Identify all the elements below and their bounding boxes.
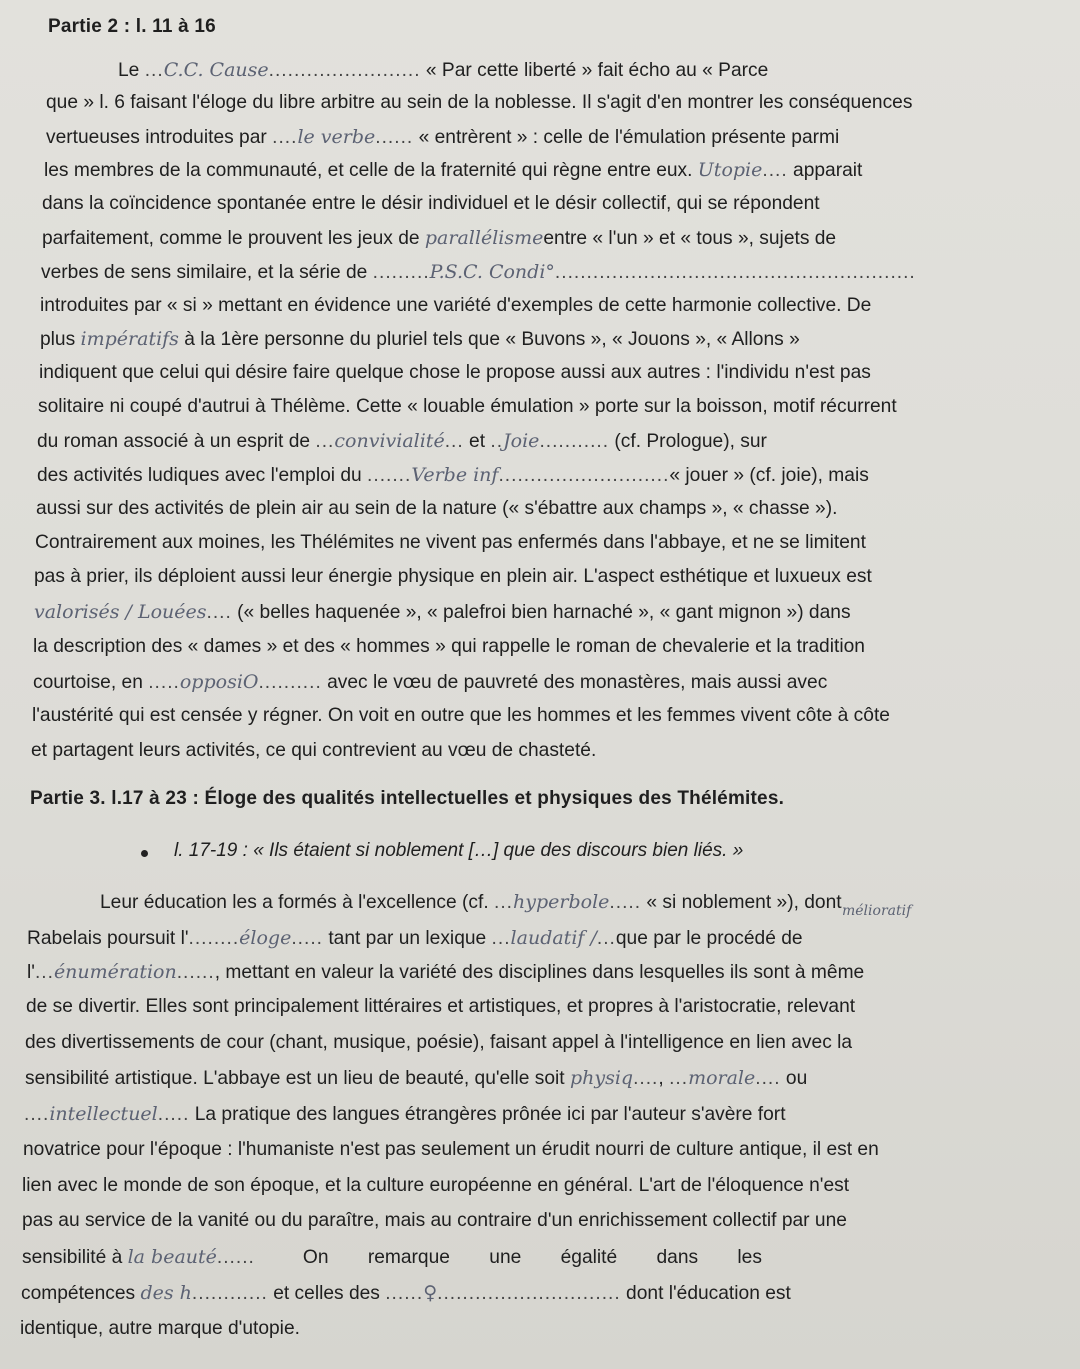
fill-blank[interactable]: Verbe inf [411, 464, 499, 486]
fill-blank[interactable]: physiq [569, 1067, 634, 1089]
fill-blank[interactable]: énumération [53, 961, 177, 983]
fill-blank[interactable]: convivialité [334, 430, 445, 452]
annotation-note: mélioratif [842, 903, 912, 919]
p2-line-3: vertueuses introduites par ....le verbe...... « entrèrent » : celle de l'émulation présente parmi [46, 126, 840, 148]
p3-line-13: identique, autre marque d'utopie. [20, 1318, 300, 1339]
fill-blank[interactable]: Utopie [697, 159, 763, 181]
fill-blank[interactable]: P.S.C. Condi° [429, 261, 555, 283]
p2-line-11: solitaire ni coupé d'autrui à Thélème. Cette « louable émulation » porte sur la boisson, motif récurrent [38, 396, 897, 417]
part2-title: Partie 2 : l. 11 à 16 [48, 16, 216, 37]
bullet-quote: l. 17-19 : « Ils étaient si noblement […] que des discours bien liés. » [174, 840, 744, 861]
p2-line-19: courtoise, en .....opposiO.......... avec le vœu de pauvreté des monastères, mais aussi avec [33, 671, 828, 693]
p3-line-9: lien avec le monde de son époque, et la culture européenne en général. L'art de l'éloquence n'est [22, 1175, 850, 1196]
p3-line-3: l'...énumération......, mettant en valeur la variété des disciplines dans lesquelles ils sont à même [27, 961, 865, 983]
p3-line-12: compétences des h............ et celles des ......♀............................. dont l'éducation est [21, 1282, 791, 1304]
fill-blank[interactable]: impératifs [80, 328, 179, 350]
p2-line-1: Le ...C.C. Cause........................ « Par cette liberté » fait écho au « Parce [118, 59, 769, 81]
p2-line-7: verbes de sens similaire, et la série de .........P.S.C. Condi°......................................................... [41, 261, 916, 283]
fill-blank[interactable]: hyperbole [513, 891, 610, 913]
fill-blank[interactable]: des h [140, 1282, 192, 1304]
part3-title: Partie 3. l.17 à 23 : Éloge des qualités intellectuelles et physiques des Thélémites. [30, 788, 785, 809]
fill-blank[interactable]: intellectuel [49, 1103, 158, 1125]
p2-line-15: Contrairement aux moines, les Thélémites ne vivent pas enfermés dans l'abbaye, et ne se limitent [35, 532, 866, 553]
p2-line-20: l'austérité qui est censée y régner. On voit en outre que les hommes et les femmes vivent côte à côte [32, 705, 890, 726]
p2-line-16: pas à prier, ils déploient aussi leur énergie physique en plein air. L'aspect esthétique et luxueux est [34, 566, 872, 587]
p3-line-1: Leur éducation les a formés à l'excellence (cf. ...hyperbole..... « si noblement »), dont [100, 891, 842, 913]
p3-line-11: sensibilité à la beauté...... On remarque une égalité dans les [22, 1246, 762, 1268]
fill-blank[interactable]: laudatif / [510, 927, 597, 949]
p2-line-12: du roman associé à un esprit de ...convivialité... et ..Joie........... (cf. Prologue), sur [37, 430, 767, 452]
p3-line-2: Rabelais poursuit l'........éloge..... tant par un lexique ...laudatif /...que par le procédé de [27, 927, 803, 949]
fill-blank[interactable]: morale [688, 1067, 756, 1089]
bullet-icon [141, 850, 148, 857]
p2-line-14: aussi sur des activités de plein air au sein de la nature (« s'ébattre aux champs », « chasse »). [36, 498, 838, 519]
p2-line-6: parfaitement, comme le prouvent les jeux de parallélismeentre « l'un » et « tous », sujets de [42, 227, 837, 249]
fill-blank[interactable]: C.C. Cause [163, 59, 269, 81]
p2-line-21: et partagent leurs activités, ce qui contrevient au vœu de chasteté. [31, 740, 597, 761]
p2-line-5: dans la coïncidence spontanée entre le désir individuel et le désir collectif, qui se répondent [42, 193, 820, 214]
p3-line-4: de se divertir. Elles sont principalement littéraires et artistiques, et propres à l'aristocratie, relevant [26, 996, 856, 1017]
fill-blank[interactable]: Joie [503, 430, 540, 452]
p2-line-9: plus impératifs à la 1ère personne du pluriel tels que « Buvons », « Jouons », « Allons » [40, 328, 800, 350]
fill-blank[interactable]: parallélisme [424, 227, 544, 249]
fill-blank[interactable]: éloge [239, 927, 292, 949]
fill-blank[interactable]: ♀ [423, 1282, 438, 1304]
p2-line-18: la description des « dames » et des « hommes » qui rappelle le roman de chevalerie et la tradition [33, 636, 865, 657]
fill-blank[interactable]: la beauté [127, 1246, 217, 1268]
p2-line-13: des activités ludiques avec l'emploi du .......Verbe inf...........................« jouer » (cf. joie), mais [37, 464, 869, 486]
p2-line-8: introduites par « si » mettant en évidence une variété d'exemples de cette harmonie collective. De [40, 295, 872, 316]
p3-line-7: ....intellectuel..... La pratique des langues étrangères prônée ici par l'auteur s'avère fort [24, 1103, 786, 1125]
p3-line-10: pas au service de la vanité ou du paraître, mais au contraire d'un enrichissement collectif par une [22, 1210, 847, 1231]
p2-line-4: les membres de la communauté, et celle de la fraternité qui règne entre eux. Utopie.... apparait [44, 159, 863, 181]
fill-blank[interactable]: le verbe [297, 126, 376, 148]
p2-line-10: indiquent que celui qui désire faire quelque chose le propose aussi aux autres : l'individu n'est pas [39, 362, 871, 383]
p2-line-17: valorisés / Louées.... (« belles haquenée », « palefroi bien harnaché », « gant mignon ») dans [34, 601, 851, 623]
p3-line-6: sensibilité artistique. L'abbaye est un lieu de beauté, qu'elle soit physiq...., ...morale.... ou [25, 1067, 808, 1089]
p3-line-5: des divertissements de cour (chant, musique, poésie), faisant appel à l'intelligence en lien avec la [25, 1032, 853, 1053]
p3-line-8: novatrice pour l'époque : l'humaniste n'est pas seulement un érudit nourri de culture antique, il est en [23, 1139, 879, 1160]
fill-blank[interactable]: valorisés / Louées [34, 601, 207, 623]
p2-line-2: que » l. 6 faisant l'éloge du libre arbitre au sein de la noblesse. Il s'agit d'en montrer les conséquences [46, 92, 913, 113]
fill-blank[interactable]: opposiO [179, 671, 259, 693]
